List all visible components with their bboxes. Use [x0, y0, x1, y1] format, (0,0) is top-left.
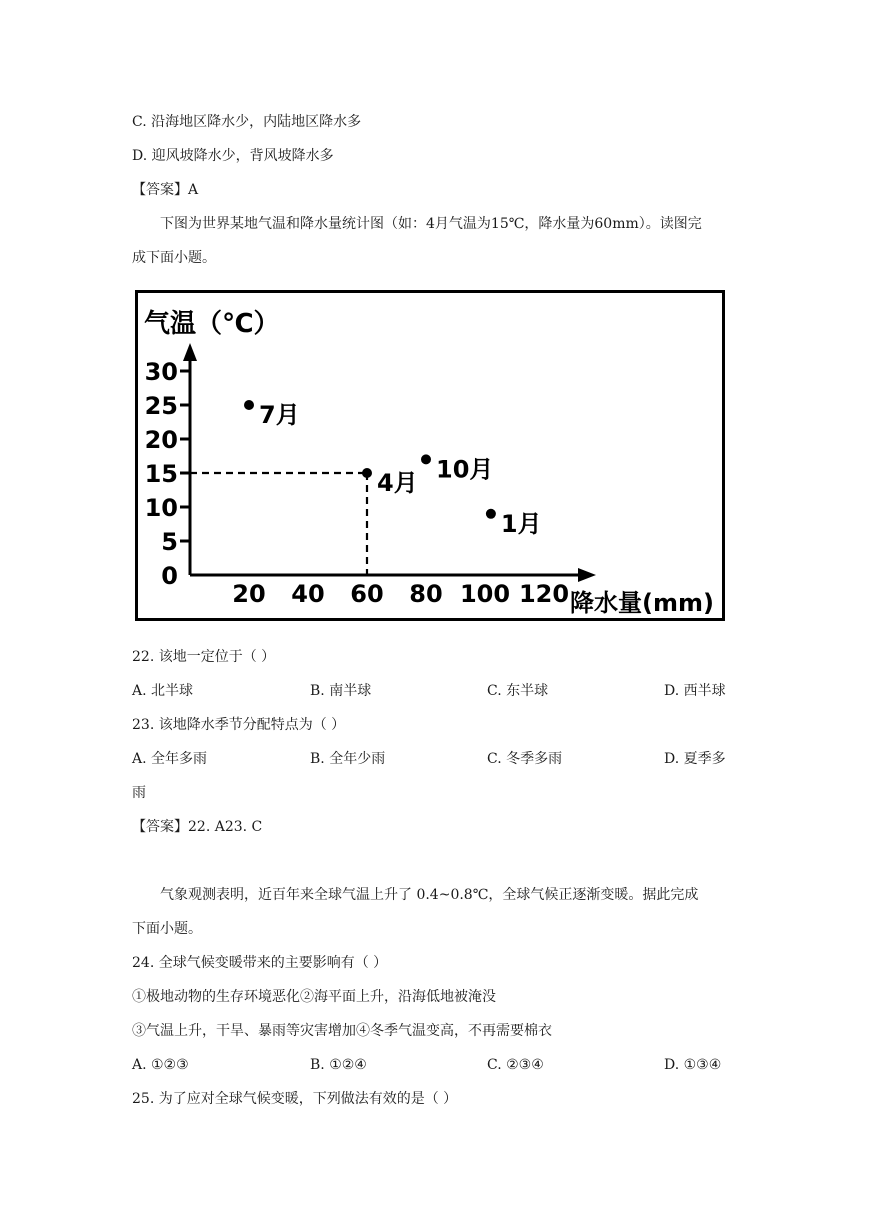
question-22: 22. 该地一定位于（ ） [132, 649, 276, 665]
option-c-line: C. 沿海地区降水少，内陆地区降水多 [132, 114, 362, 130]
data-point-label: 7月 [259, 401, 300, 429]
q23-option-a: A. 全年多雨 [132, 751, 208, 767]
x-tick-label: 40 [291, 580, 325, 608]
q22-option-a: A. 北半球 [132, 683, 194, 699]
y-axis-arrow [183, 343, 197, 361]
question-24: 24. 全球气候变暖带来的主要影响有（ ） [132, 955, 388, 971]
q24-statement-1: ①极地动物的生存环境恶化②海平面上升，沿海低地被淹没 [132, 989, 496, 1005]
y-tick-label: 30 [144, 358, 178, 386]
q24-option-a: A. ①②③ [132, 1057, 189, 1073]
intro-paragraph-line-4: 下面小题。 [132, 921, 202, 937]
y-tick-label: 0 [161, 562, 178, 590]
data-point-label: 1月 [500, 509, 542, 538]
q24-statement-2: ③气温上升，干旱、暴雨等灾害增加④冬季气温变高，不再需要棉衣 [132, 1023, 552, 1039]
y-tick-label: 10 [144, 494, 178, 522]
q24-option-c: C. ②③④ [487, 1057, 544, 1073]
x-axis-arrow [578, 568, 596, 582]
q23-option-c: C. 冬季多雨 [487, 751, 563, 767]
q24-option-d: D. ①③④ [664, 1057, 722, 1073]
x-tick-label: 60 [350, 580, 384, 608]
q24-option-b: B. ①②④ [310, 1057, 367, 1073]
question-25: 25. 为了应对全球气候变暖，下列做法有效的是（ ） [132, 1091, 458, 1107]
x-tick-label: 20 [232, 580, 266, 608]
x-axis-label: 降水量(mm) [570, 589, 714, 617]
data-point-label: 4月 [377, 469, 418, 497]
data-point [362, 468, 372, 478]
y-tick-label: 5 [161, 528, 178, 556]
y-axis-label: 气温（℃） [144, 309, 280, 339]
y-tick-label: 25 [144, 392, 178, 420]
intro-paragraph-line-1: 下图为世界某地气温和降水量统计图（如：4月气温为15℃，降水量为60mm）。读图完 [160, 216, 702, 232]
y-tick-label: 20 [144, 426, 178, 454]
y-tick-label: 15 [144, 460, 178, 488]
q23-option-d: D. 夏季多 [664, 751, 726, 767]
question-23: 23. 该地降水季节分配特点为（ ） [132, 717, 346, 733]
option-d-line: D. 迎风坡降水少，背风坡降水多 [132, 148, 334, 164]
q22-option-b: B. 南半球 [310, 683, 372, 699]
x-tick-label: 100 [459, 580, 511, 608]
answer-line: 【答案】A [132, 182, 199, 198]
climate-chart [135, 290, 725, 621]
answer-22-23: 【答案】22. A23. C [132, 819, 263, 835]
scatter-plot [138, 293, 722, 618]
intro-paragraph-line-2: 成下面小题。 [132, 250, 216, 266]
q23-option-d-wrap: 雨 [132, 785, 146, 801]
x-tick-label: 120 [518, 580, 570, 608]
data-point [486, 509, 496, 519]
q23-option-b: B. 全年少雨 [310, 751, 386, 767]
data-point [244, 400, 254, 410]
intro-paragraph-line-3: 气象观测表明，近百年来全球气温上升了 0.4~0.8℃，全球气候正逐渐变暖。据此完成 [160, 887, 699, 903]
data-point-label: 10月 [436, 455, 494, 484]
q22-option-d: D. 西半球 [664, 683, 726, 699]
x-tick-label: 80 [409, 580, 443, 608]
q22-option-c: C. 东半球 [487, 683, 549, 699]
data-point [421, 454, 431, 464]
